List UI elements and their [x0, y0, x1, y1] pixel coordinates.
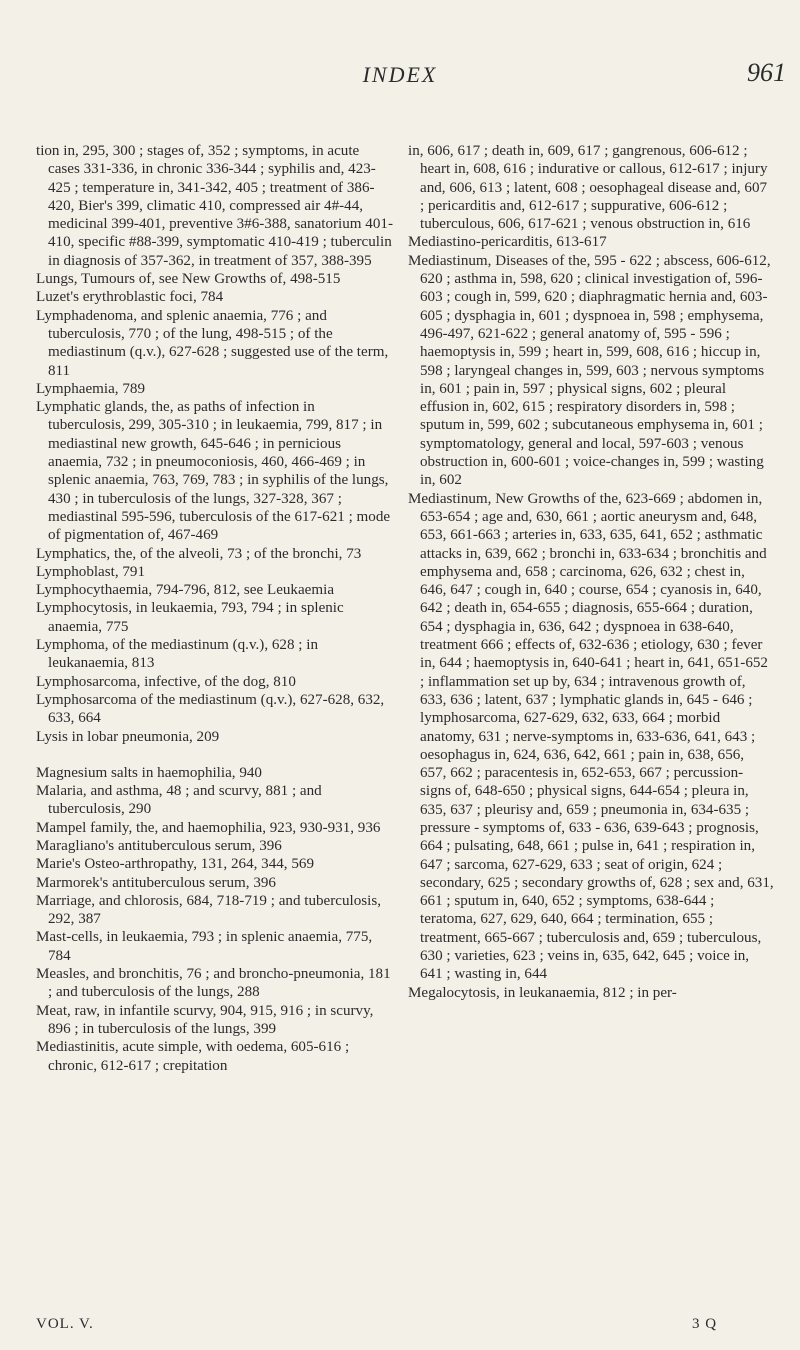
- index-entry: Lymphatic glands, the, as paths of infection in tuberculosis, 299, 305-310 ; in leukaemia, 799, 817 ; in mediastinal new growth, 645-646 ; in pernicious anaemia, 732 ; in pneumoconiosis, 460, 466-469 ; in splenic anaemia, 763, 769, 783 ; in syphilis of the lungs, 430 ; in tuberculosis of the lungs, 327-328, 367 ; mediastinal 595-596, tuberculosis of the 617-621 ; mode of pigmentation of, 467-469: [36, 399, 391, 544]
- index-entry: Magnesium salts in haemophilia, 940: [36, 764, 262, 781]
- index-entry: Meat, raw, in infantile scurvy, 904, 915, 916 ; in scurvy, 896 ; in tuberculosis of the lungs, 399: [36, 1002, 374, 1037]
- index-entry: Mediastinum, New Growths of the, 623-669 ; abdomen in, 653-654 ; age and, 630, 661 ; aortic aneurysm and, 648, 653, 661-663 ; arteries in, 633, 635, 641, 652 ; asthmatic attacks in, 639, 662 ; bronchi in, 633-634 ; bronchitis and emphysema and, 658 ; carcinoma, 626, 632 ; chest in, 646, 647 ; cough in, 640 ; course, 654 ; cyanosis in, 640, 642 ; death in, 654-655 ; diagnosis, 655-664 ; duration, 654 ; dysphagia in, 636, 642 ; dyspnoea in 638-640, treatment 666 ; effects of, 632-636 ; etiology, 630 ; fever in, 644 ; haemoptysis in, 640-641 ; heart in, 641, 651-652 ; inflammation set up by, 634 ; intravenous growth of, 633, 636 ; latent, 637 ; lymphatic glands in, 645 - 646 ; lymphosarcoma, 627-629, 632, 633, 664 ; morbid anatomy, 631 ; nerve-symptoms in, 633-636, 641, 643 ; oesophagus in, 624, 636, 642, 661 ; pain in, 638, 656, 657, 662 ; paracentesis in, 652-653, 667 ; percussion-signs of, 648-650 ; physical signs, 644-654 ; pleura in, 635, 637 ; pleurisy and, 659 ; pneumonia in, 634-635 ; pressure - symptoms of, 633 - 636, 639-643 ; prognosis, 664 ; pulsating, 648, 661 ; pulse in, 641 ; respiration in, 647 ; sarcoma, 627-629, 633 ; seat of origin, 624 ; secondary, 625 ; secondary growths of, 628 ; sex and, 631, 661 ; sputum in, 640, 652 ; symptoms, 638-644 ; teratoma, 627, 629, 640, 664 ; termination, 655 ; treatment, 665-667 ; tuberculosis and, 659 ; tuberculous, 630 ; varieties, 623 ; veins in, 635, 642, 645 ; voice in, 641 ; wasting in, 644: [408, 490, 774, 983]
- signature-mark: 3 Q: [692, 1316, 718, 1332]
- index-entry: Mediastinitis, acute simple, with oedema, 605-616 ; chronic, 612-617 ; crepitation: [36, 1039, 350, 1074]
- page-number: 961: [747, 58, 786, 87]
- index-entry: Lymphosarcoma, infective, of the dog, 810: [36, 673, 296, 690]
- index-entry: Mampel family, the, and haemophilia, 923, 930-931, 936: [36, 819, 381, 836]
- index-entry: Lymphatics, the, of the alveoli, 73 ; of the bronchi, 73: [36, 545, 362, 562]
- index-entry: Mast-cells, in leukaemia, 793 ; in splenic anaemia, 775, 784: [36, 929, 373, 964]
- index-entry: Marie's Osteo-arthropathy, 131, 264, 344, 569: [36, 856, 314, 873]
- index-entry: Lymphocythaemia, 794-796, 812, see Leukaemia: [36, 582, 335, 599]
- index-entry: Lysis in lobar pneumonia, 209: [36, 728, 220, 745]
- index-entry: tion in, 295, 300 ; stages of, 352 ; symptoms, in acute cases 331-336, in chronic 336-344 ; syphilis and, 423-425 ; temperature in, 341-342, 405 ; treatment of 386-420, Bier's 399, climatic 410, compressed air 4#-44, medicinal 399-401, preventive 3#6-388, sanatorium 401-410, specific #88-399, symptomatic 410-419 ; tuberculin in diagnosis of 357-362, in treatment of 357, 388-395: [36, 143, 393, 269]
- index-entry: Measles, and bronchitis, 76 ; and broncho-pneumonia, 181 ; and tuberculosis of the lungs, 288: [36, 966, 391, 1001]
- index-entry: Marmorek's antituberculous serum, 396: [36, 874, 276, 891]
- left-column: [36, 142, 394, 1075]
- page-header: [0, 58, 800, 98]
- index-entry: Lymphoblast, 791: [36, 563, 146, 580]
- index-entry: in, 606, 617 ; death in, 609, 617 ; gangrenous, 606-612 ; heart in, 608, 616 ; indurative or callous, 612-617 ; injury and, 606, 613 ; latent, 608 ; oesophageal disease and, 607 ; pericarditis and, 612-617 ; suppurative, 606-612 ; tuberculous, 606, 617-621 ; venous obstruction in, 616: [408, 143, 768, 233]
- index-entry: Marriage, and chlorosis, 684, 718-719 ; and tuberculosis, 292, 387: [36, 892, 381, 928]
- volume-label: VOL. V.: [36, 1316, 94, 1332]
- index-entry: Lymphocytosis, in leukaemia, 793, 794 ; in splenic anaemia, 775: [36, 600, 344, 635]
- index-entry: Lymphosarcoma of the mediastinum (q.v.), 627-628, 632, 633, 664: [36, 691, 385, 727]
- index-entry: Lymphaemia, 789: [36, 380, 145, 397]
- index-entry: Luzet's erythroblastic foci, 784: [36, 289, 224, 306]
- index-entry: Malaria, and asthma, 48 ; and scurvy, 881 ; and tuberculosis, 290: [36, 783, 322, 818]
- index-entry: Lymphadenoma, and splenic anaemia, 776 ; and tuberculosis, 770 ; of the lung, 498-515 ; of the mediastinum (q.v.), 627-628 ; suggested use of the term, 811: [36, 307, 389, 379]
- index-entry: Lymphoma, of the mediastinum (q.v.), 628 ; in leukanaemia, 813: [36, 637, 318, 672]
- running-title: INDEX: [362, 62, 438, 87]
- right-column: [408, 142, 774, 1002]
- index-entry: Mediastino-pericarditis, 613-617: [408, 234, 607, 251]
- index-entry: Lungs, Tumours of, see New Growths of, 498-515: [36, 271, 341, 288]
- index-entry: Megalocytosis, in leukanaemia, 812 ; in per-: [408, 984, 677, 1001]
- index-entry: Maragliano's antituberculous serum, 396: [36, 837, 282, 854]
- index-entry: Mediastinum, Diseases of the, 595 - 622 ; abscess, 606-612, 620 ; asthma in, 598, 620 ; clinical investigation of, 596-603 ; cough in, 599, 620 ; diaphragmatic hernia and, 603-605 ; dysphagia in, 601 ; dyspnoea in, 598 ; emphysema, 496-497, 621-622 ; general anatomy of, 595 - 596 ; haemoptysis in, 599 ; heart in, 599, 608, 616 ; hiccup in, 598 ; laryngeal changes in, 599, 603 ; nervous symptoms in, 601 ; pain in, 597 ; physical signs, 602 ; pleural effusion in, 602, 615 ; respiratory disorders in, 598 ; sputum in, 599, 602 ; subcutaneous emphysema in, 601 ; symptomatology, general and local, 597-603 ; venous obstruction in, 600-601 ; voice-changes in, 599 ; wasting in, 602: [408, 252, 771, 489]
